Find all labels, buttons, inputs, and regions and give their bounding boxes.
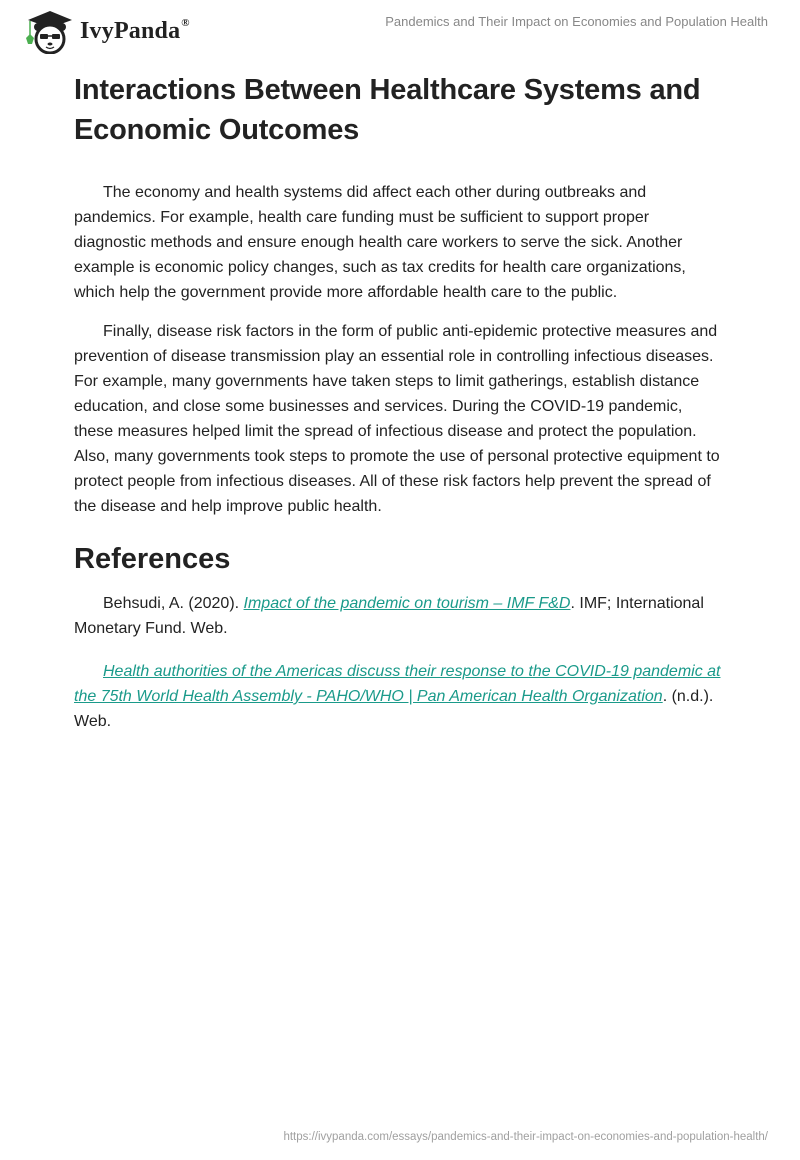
- reference-item: Behsudi, A. (2020). Impact of the pandemic on tourism – IMF F&D. IMF; International Monetary Fund. Web.: [74, 595, 704, 637]
- ivypanda-logo[interactable]: [20, 8, 190, 54]
- reference-link[interactable]: Health authorities of the Americas discuss their response to the COVID-19 pandemic at the 75th World Health Assembly - PAHO/WHO | Pan American Health Organization: [74, 663, 721, 705]
- reference-link[interactable]: Impact of the pandemic on tourism – IMF F&D: [243, 595, 571, 612]
- reference-item: Health authorities of the Americas discuss their response to the COVID-19 pandemic at the 75th World Health Assembly - PAHO/WHO | Pan American Health Organization. (n.d.). Web.: [74, 663, 721, 730]
- body-paragraph: The economy and health systems did affect each other during outbreaks and pandemics. For example, health care funding must be sufficient to support proper diagnostic methods and ensure enough health care workers to serve the sick. Another example is economic policy changes, such as tax credits for health care organizations, which help the government provide more affordable health care to the public.: [74, 184, 686, 301]
- document-body: [74, 70, 724, 752]
- section-heading: Interactions Between Healthcare Systems and Economic Outcomes: [74, 74, 701, 146]
- panda-graduate-icon: [20, 8, 78, 54]
- footer-url: https://ivypanda.com/essays/pandemics-and-their-impact-on-economies-and-population-health/: [283, 1131, 768, 1143]
- running-title: Pandemics and Their Impact on Economies and Population Health: [385, 14, 768, 29]
- body-paragraph: Finally, disease risk factors in the form of public anti-epidemic protective measures and prevention of disease transmission play an essential role in controlling infectious diseases. For example, many governments have taken steps to limit gatherings, establish distance education, and close some businesses and services. During the COVID-19 pandemic, these measures helped limit the spread of infectious disease and protect the population. Also, many governments took steps to promote the use of personal protective equipment to protect people from infectious diseases. All of these risk factors help prevent the spread of the disease and help improve public health.: [74, 323, 720, 515]
- page-header: [0, 0, 800, 60]
- logo-text: IvyPanda®: [80, 17, 190, 44]
- references-heading: References: [74, 543, 231, 575]
